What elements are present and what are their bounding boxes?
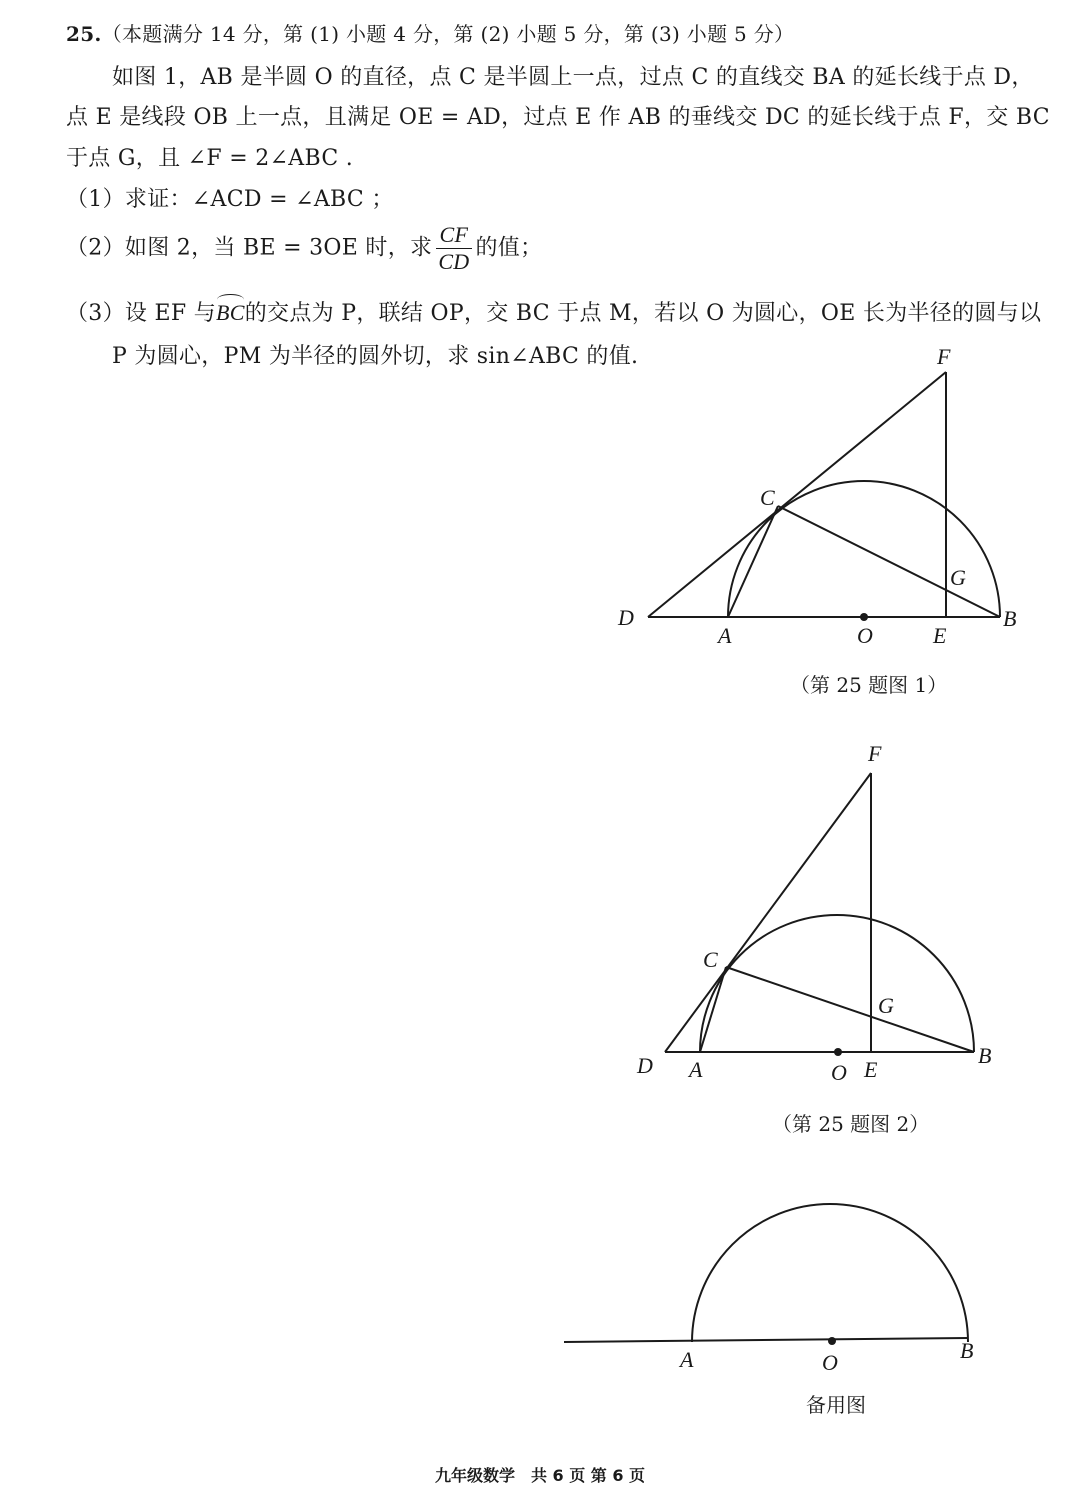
fig3-label-o: O — [822, 1350, 838, 1375]
fig2-label-f: F — [868, 741, 882, 766]
page-footer: 九年级数学 共 6 页 第 6 页 — [434, 1466, 646, 1485]
fig3-semicircle — [692, 1204, 968, 1342]
intro-line-1: 如图 1，AB 是半圆 O 的直径，点 C 是半圆上一点，过点 C 的直线交 BA 的延长线于点 D， — [112, 65, 1034, 90]
fig1-caption: （第 25 题图 1） — [790, 673, 948, 697]
question-number: 25. — [66, 22, 102, 46]
fig3-baseline — [564, 1338, 968, 1342]
fig2-label-o: O — [831, 1060, 847, 1085]
part-2-suffix: 的值； — [475, 235, 543, 261]
fig1-label-c: C — [760, 485, 775, 510]
arc-bc: BC — [216, 300, 245, 325]
part-2-prefix: （2）如图 2，当 BE = 3OE 时，求 — [66, 235, 433, 261]
fig1-label-b: B — [1003, 606, 1017, 631]
fig3-point-o — [828, 1337, 836, 1345]
part-1: （1）求证：∠ACD = ∠ABC ； — [66, 187, 394, 212]
fig2-label-c: C — [703, 947, 718, 972]
intro-line-3: 于点 G，且 ∠F = 2∠ABC . — [66, 146, 354, 171]
fig2-label-g: G — [878, 993, 894, 1018]
part-3-prefix: （3）设 EF 与 — [66, 301, 217, 326]
fraction-numerator: CF — [436, 222, 471, 249]
part-3-line-2: P 为圆心，PM 为半径的圆外切，求 sin∠ABC 的值. — [112, 344, 639, 369]
score-breakdown: （本题满分 14 分，第 (1) 小题 4 分，第 (2) 小题 5 分，第 (3) 小题 5 分） — [101, 22, 795, 46]
intro-line-2: 点 E 是线段 OB 上一点，且满足 OE = AD，过点 E 作 AB 的垂线交 DC 的延长线于点 F，交 BC — [66, 105, 1050, 130]
part-3-rest: 的交点为 P，联结 OP，交 BC 于点 M，若以 O 为圆心，OE 长为半径的圆与以 — [244, 301, 1042, 326]
fig2-caption: （第 25 题图 2） — [772, 1112, 930, 1136]
fig2-label-b: B — [978, 1043, 992, 1068]
fig3-label-b: B — [960, 1338, 974, 1363]
fig2-label-d: D — [637, 1053, 653, 1078]
fig1-label-a: A — [718, 623, 732, 648]
fraction-denominator: CD — [438, 249, 470, 274]
fig3-label-a: A — [680, 1347, 694, 1372]
fig3-caption: 备用图 — [806, 1393, 866, 1417]
fig1-label-g: G — [950, 565, 966, 590]
fig1-label-o: O — [857, 623, 873, 648]
fig2-label-a: A — [689, 1057, 703, 1082]
fig1-label-d: D — [618, 605, 634, 630]
fig2-label-e: E — [864, 1057, 878, 1082]
fig1-label-f: F — [937, 344, 951, 369]
fig1-label-e: E — [933, 623, 947, 648]
